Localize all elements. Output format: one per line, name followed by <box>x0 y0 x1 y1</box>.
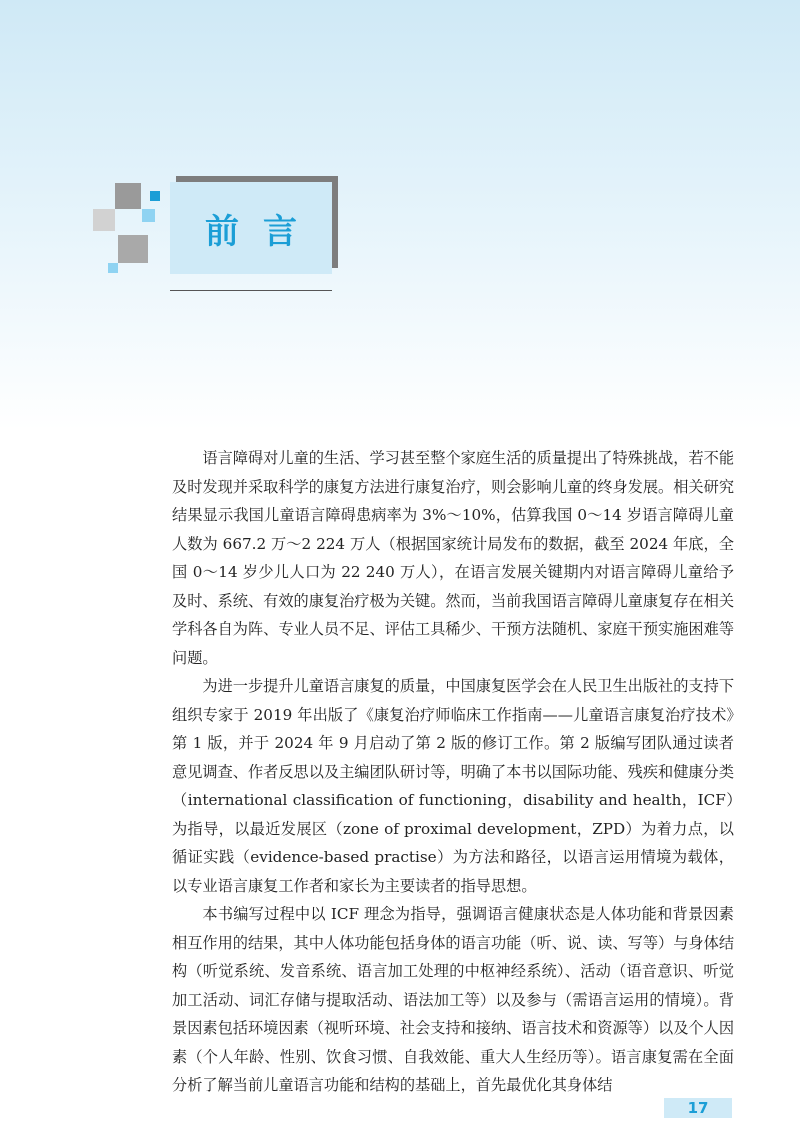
body-text <box>172 444 734 1100</box>
page-number-box <box>664 1098 732 1118</box>
page-number: 17 <box>687 1099 709 1117</box>
paragraph-3: 本书编写过程中以 ICF 理念为指导，强调语言健康状态是人体功能和背景因素相互作用的结果，其中人体功能包括身体的语言功能（听、说、读、写等）与身体结构（听觉系统、发音系统、语言加工处理的中枢神经系统）、活动（语音意识、听觉加工活动、词汇存储与提取活动、语法加工等）以及参与（需语言运用的情境）。背景因素包括环境因素（视听环境、社会支持和接纳、语言技术和资源等）以及个人因素（个人年龄、性别、饮食习惯、自我效能、重大人生经历等）。语言康复需在全面分析了解当前儿童语言功能和结构的基础上，首先最优化其身体结 <box>172 905 734 1094</box>
deco-square-lightblue-1 <box>142 209 155 222</box>
paragraph-2: 为进一步提升儿童语言康复的质量，中国康复医学会在人民卫生出版社的支持下组织专家于 2019 年出版了《康复治疗师临床工作指南——儿童语言康复治疗技术》第 1 版，并于 2024 年 9 月启动了第 2 版的修订工作。第 2 版编写团队通过读者意见调查、作者反思以及主编团队研讨等，明确了本书以国际功能、残疾和健康分类（international classification of functioning，disability and health，ICF）为指导，以最近发展区（zone of proximal development，ZPD）为着力点，以循证实践（evidence-based practise）为方法和路径，以语言运用情境为载体，以专业语言康复工作者和家长为主要读者的指导思想。 <box>172 677 734 895</box>
deco-square-gray-2 <box>118 235 148 263</box>
page-title: 前言 <box>205 211 321 252</box>
paragraph-1: 语言障碍对儿童的生活、学习甚至整个家庭生活的质量提出了特殊挑战，若不能及时发现并采取科学的康复方法进行康复治疗，则会影响儿童的终身发展。相关研究结果显示我国儿童语言障碍患病率为 3%～10%，估算我国 0～14 岁语言障碍儿童人数为 667.2 万～2 224 万人（根据国家统计局发布的数据，截至 2024 年底，全国 0～14 岁少儿人口为 22 240 万人），在语言发展关键期内对语言障碍儿童给予及时、系统、有效的康复治疗极为关键。然而，当前我国语言障碍儿童康复存在相关学科各自为阵、专业人员不足、评估工具稀少、干预方法随机、家庭干预实施困难等问题。 <box>172 449 734 667</box>
deco-square-blue-1 <box>150 191 160 201</box>
deco-square-lightblue-2 <box>108 263 118 273</box>
deco-square-lightgray <box>93 209 115 231</box>
title-underline <box>170 290 332 291</box>
title-box <box>170 182 332 274</box>
deco-square-gray-1 <box>115 183 141 209</box>
